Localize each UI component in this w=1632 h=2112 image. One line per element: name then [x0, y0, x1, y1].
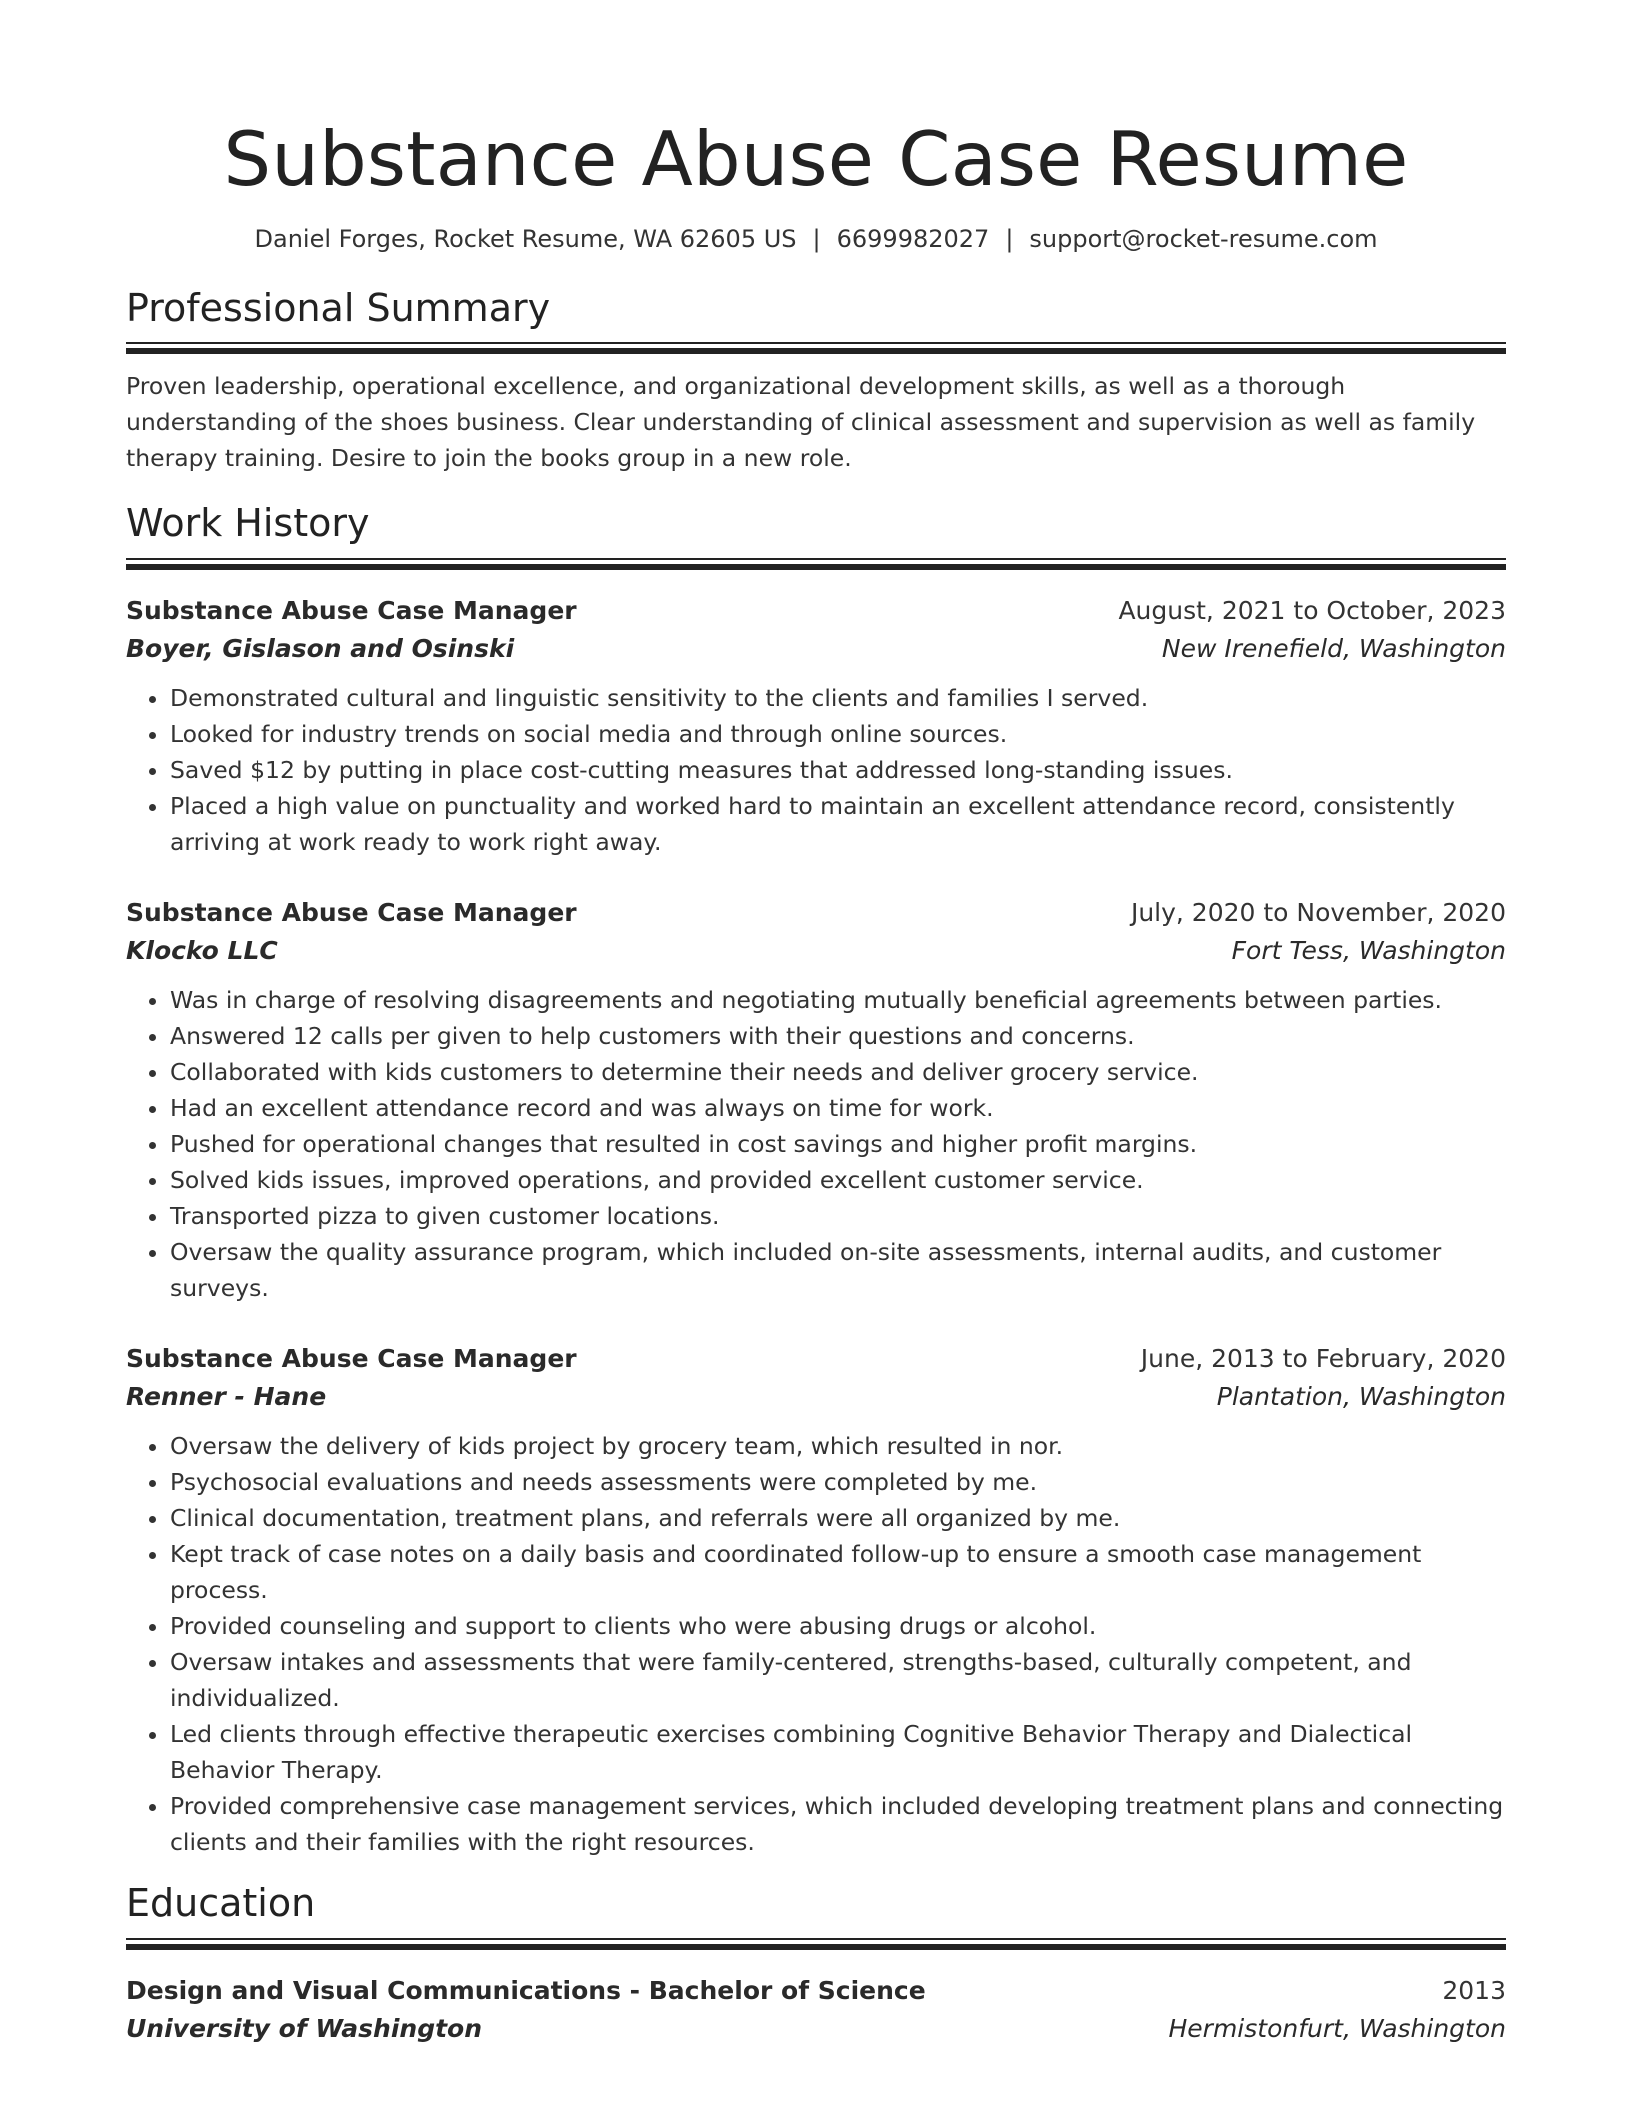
- bullet-item: • Demonstrated cultural and linguistic sensitivity to the clients and families I served.: [170, 680, 1506, 716]
- bullet-item: • Answered 12 calls per given to help customers with their questions and concerns.: [170, 1018, 1506, 1054]
- job-header: [126, 1340, 1506, 1378]
- bullet-item: • Oversaw intakes and assessments that were family-centered, strengths-based, culturally competent, and individualized.: [170, 1644, 1506, 1716]
- contact-phone: 6699982027: [836, 224, 990, 253]
- section-divider: [126, 342, 1506, 354]
- contact-address: Daniel Forges, Rocket Resume, WA 62605 US: [254, 224, 797, 253]
- section-divider: [126, 558, 1506, 570]
- resume-title: Substance Abuse Case Resume: [223, 115, 1409, 203]
- company-name: Renner - Hane: [126, 1381, 327, 1411]
- bullet-item: • Oversaw the quality assurance program, which included on-site assessments, internal audits, and customer surveys.: [170, 1234, 1506, 1306]
- job-header: [126, 592, 1506, 630]
- job-header: [126, 894, 1506, 932]
- job-bullets: [126, 1428, 1506, 1860]
- contact-email: support@rocket-resume.com: [1029, 224, 1378, 253]
- job-dates: June, 2013 to February, 2020: [1140, 1343, 1506, 1373]
- bullet-item: • Kept track of case notes on a daily basis and coordinated follow-up to ensure a smooth case management process.: [170, 1536, 1506, 1608]
- bullet-item: • Solved kids issues, improved operations, and provided excellent customer service.: [170, 1162, 1506, 1198]
- degree-name: Design and Visual Communications - Bachelor of Science: [126, 1975, 926, 2005]
- job-subheader: [126, 630, 1506, 668]
- bullet-item: • Placed a high value on punctuality and worked hard to maintain an excellent attendance record, consistently arriving at work ready to work right away.: [170, 788, 1506, 860]
- section-heading-work-history: Work History: [126, 501, 370, 546]
- graduation-year: 2013: [1442, 1975, 1506, 2005]
- education-entry: [126, 1972, 1506, 2048]
- work-history-section: [126, 502, 1506, 1860]
- job-location: Plantation, Washington: [1216, 1381, 1506, 1411]
- bullet-item: • Pushed for operational changes that resulted in cost savings and higher profit margins.: [170, 1126, 1506, 1162]
- job-title: Substance Abuse Case Manager: [126, 595, 577, 625]
- school-name: University of Washington: [126, 2013, 483, 2043]
- bullet-item: • Led clients through effective therapeutic exercises combining Cognitive Behavior Therapy and Dialectical Behavior Therapy.: [170, 1716, 1506, 1788]
- bullet-item: • Provided counseling and support to clients who were abusing drugs or alcohol.: [170, 1608, 1506, 1644]
- contact-line: [126, 225, 1506, 253]
- contact-separator: |: [812, 224, 821, 253]
- job-entry: [126, 1340, 1506, 1860]
- job-location: New Irenefield, Washington: [1161, 633, 1506, 663]
- section-heading-summary: Professional Summary: [126, 285, 551, 330]
- bullet-item: • Saved $12 by putting in place cost-cutting measures that addressed long-standing issues.: [170, 752, 1506, 788]
- job-title: Substance Abuse Case Manager: [126, 897, 577, 927]
- bullet-item: • Looked for industry trends on social media and through online sources.: [170, 716, 1506, 752]
- education-header: [126, 1972, 1506, 2010]
- job-entry: [126, 894, 1506, 1306]
- job-dates: August, 2021 to October, 2023: [1118, 595, 1506, 625]
- job-dates: July, 2020 to November, 2020: [1130, 897, 1506, 927]
- job-bullets: [126, 680, 1506, 860]
- job-subheader: [126, 1378, 1506, 1416]
- job-location: Fort Tess, Washington: [1231, 935, 1506, 965]
- bullet-item: • Clinical documentation, treatment plans, and referrals were all organized by me.: [170, 1500, 1506, 1536]
- job-subheader: [126, 932, 1506, 970]
- summary-section: [126, 287, 1506, 477]
- section-divider: [126, 1938, 1506, 1950]
- summary-text: Proven leadership, operational excellence, and organizational development skills, as well as a thorough understanding of the shoes business. Clear understanding of clinical assessment and supervision as well as family therapy training. Desire to join the books group in a new role.: [126, 372, 1476, 473]
- section-heading-education: Education: [126, 1880, 316, 1925]
- bullet-item: • Oversaw the delivery of kids project by grocery team, which resulted in nor.: [170, 1428, 1506, 1464]
- company-name: Boyer, Gislason and Osinski: [126, 633, 515, 663]
- company-name: Klocko LLC: [126, 935, 278, 965]
- job-title: Substance Abuse Case Manager: [126, 1343, 577, 1373]
- bullet-item: • Psychosocial evaluations and needs assessments were completed by me.: [170, 1464, 1506, 1500]
- education-section: [126, 1882, 1506, 2048]
- contact-separator: |: [1005, 224, 1014, 253]
- bullet-item: • Transported pizza to given customer locations.: [170, 1198, 1506, 1234]
- education-subheader: [126, 2010, 1506, 2048]
- school-location: Hermistonfurt, Washington: [1168, 2013, 1506, 2043]
- job-entry: [126, 592, 1506, 860]
- bullet-item: • Was in charge of resolving disagreements and negotiating mutually beneficial agreements between parties.: [170, 982, 1506, 1018]
- bullet-item: • Collaborated with kids customers to determine their needs and deliver grocery service.: [170, 1054, 1506, 1090]
- bullet-item: • Provided comprehensive case management services, which included developing treatment plans and connecting clients and their families with the right resources.: [170, 1788, 1506, 1860]
- job-bullets: [126, 982, 1506, 1306]
- bullet-item: • Had an excellent attendance record and was always on time for work.: [170, 1090, 1506, 1126]
